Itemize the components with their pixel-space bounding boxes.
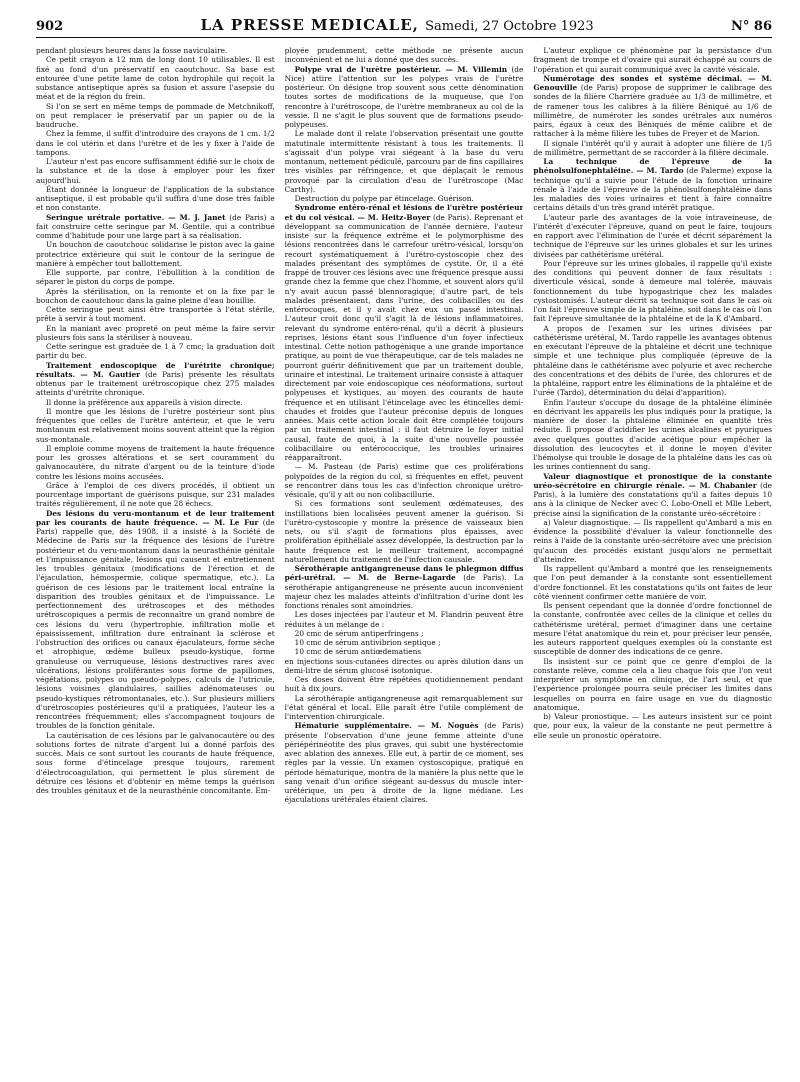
column-2 [285,46,524,1078]
paragraph: ployée prudemment, cette méthode ne présente aucun inconvénient et ne lui a donné que des succès. [284,46,524,65]
section-body: (de Palerme) expose la technique qu'il a suivie pour l'étude de la fonction urinaire rénale à l'aide de l'épreuve de la phénolsulfonephtaléine dans les maladies des voies urinaires et tient à faire connaître certains détails d'un très grand intérêt pratique. [533,166,773,213]
section-polype [285,65,524,130]
issue-date: Samedi, 27 Octobre 1923 [425,19,594,34]
paragraph: Destruction du polype par étincelage. Guérison. [294,194,474,203]
section-traitement-endoscopique [36,361,275,398]
section-title: Seringue urétrale portative. — M. J. Janet [46,212,226,222]
section-body: (de Paris). Reprenant et développant sa communication de l'année dernière, l'auteur insiste sur la fréquence extrême et le polymorphisme des lésions rencontrées dans le carrefour urétro-vésical, lorsqu'on recourt systématiquement à l'urétro-cystoscopie chez des malades présentant des symptômes de cystite. Or, il a été frappé de trouver ces lésions avec une fréquence presque aussi grande chez la femme que chez l'homme, et souvent alors qu'il n'y avait aucun passé blennoragique; d'autre part, de tels malades présentaient, dans l'urine, des colibacilles ou des entérocoques, et il y avait chez eux un passé intestinal. L'auteur croit donc qu'il s'agit là de lésions inflammatoires, relevant du syndrome entéro-rénal, qu'il a décrit à plusieurs reprises, lésions étant sous l'influence d'un foyer infectieux intestinal. Cette notion pathogénique a une grande importance pratique, au point de vue thérapeutique, car de tels malades ne pourront guérir définitivement que par un traitement double, urinaire et intestinal. Le traitement urinaire consiste à attaquer directement par voie endoscopique ces néoformations, surtout polypeuses et kystiques, au moyen des courants de haute fréquence et en utilisant l'étincelage avec les étincelles demi-chaudes et froides que l'auteur préconise depuis de longues années. Mais cette action locale doit être complétée toujours par un traitement intestinal : il faut détruire le foyer initial causal, faute de quoi, à la suite d'une nouvelle poussée colibacillaire ou entérococcique, les troubles urinaires réapparaîtront. [284,212,524,462]
section-numerotage-sondes [533,74,772,139]
list-item: 10 cmc de sérum antiœdematiens [294,647,422,657]
section-phenolsulfonephtaleine [533,157,772,213]
section-title: Polype vrai de l'urètre postérieur. — M. Villemin [294,64,508,74]
paragraph: Il donne la préférence aux appareils à vision directe. [46,397,243,407]
paragraph: Chez la femme, il suffit d'introduire des crayons de 1 cm. 1/2 dans le col utérin et dans l'urètre et de les y fixer à l'aide de tampons. [36,129,275,157]
column-1 [36,46,275,1078]
paragraph: La cautérisation de ces lésions par le galvanocautère ou des solutions fortes de nitrate d'argent lui a donné parfois des succès. Mais ce sont surtout les courants de haute fréquence, sous forme d'étincelage presque toujours, rarement d'électrocoagulation, qui permettent le plus sûrement de détruire ces lésions et d'obtenir en même temps la guérison des troubles génitaux et de la neurasthénie concomitante. Em- [36,730,275,795]
columns [36,46,772,1078]
paragraph: — M. Pasteau (de Paris) estime que ces proliférations polypoïdes de la région du col, si fréquentes en effet, peuvent se rencontrer dans tous les cas d'infection chronique urétro-vésicale, qu'il y ait ou non colibacillurie. [284,462,524,499]
paragraph: Ces doses doivent être répétées quotidiennement pendant huit à dix jours. [284,675,524,694]
list-item: 20 cmc de sérum antiperfringens ; [294,628,424,638]
paragraph: Pour l'épreuve sur les urines globales, il rappelle qu'il existe des conditions qui peuvent donner de faux résultats : diverticule vésical, sonde à demeure mal tolérée, mauvais fonctionnement du tube hypogastrique chez les malades cystostomisés. L'auteur décrit sa technique soit dans le cas où l'on fait l'épreuve simple de la phtaléine, soit dans le cas où l'on fait l'épreuve simultanée de la phtaléine et de la K d'Ambard. [533,258,773,324]
paragraph: Elle supporte, par contre, l'ébullition à la condition de séparer le piston du corps de pompe. [36,268,275,287]
paragraph: Grâce à l'emploi de ces divers procédés, il obtient un pourcentage important de guérisons puisque, sur 231 malades traités régulièrement, il ne note que 28 échecs. [36,480,275,509]
section-constante-ureo-secretoire [533,472,772,518]
section-body: (de Paris). La sérothérapie antigangreneuse ne présente aucun inconvénient majeur chez les malades atteints d'infiltration d'urine dont les fonctions rénales sont amoindries. [284,573,524,610]
page-number: 902 [36,19,64,34]
paragraph: Ils pensent cependant que la donnée d'ordre fonctionnel de la constante, confrontée avec celles de la clinique et celles du cathétérisme urétéral, permet d'imaginer dans une certaine mesure l'état anatomique du rein et, pour préciser leur pensée, les auteurs rapportent quelques exemples où la constante est susceptible de donner des indications de ce genre. [533,601,773,657]
paragraph: b) Valeur pronostique. — Les auteurs insistent sur ce point que, pour eux, la valeur de la constante ne peut permettre à elle seule un pronostic opératoire. [533,712,773,740]
section-body: (de Paris) a fait construire cette seringue par M. Gentile, qui a contribué comme d'habitude pour une large part à sa réalisation. [36,212,275,240]
section-title: Des lésions du veru-montanum et de leur traitement par les courants de haute fréquence. — M. Le Fur [36,508,275,527]
paragraph: Étant donnée la longueur de l'application de la substance antiseptique, il est probable qu'il suffira d'une dose très faible et non constante. [36,184,275,213]
page-header [36,16,772,38]
paragraph: Après la stérilisation, on la remonte et on la fixe par le bouchon de caoutchouc dans la gaine pleine d'eau bouillie. [36,286,275,305]
paragraph: Ils rappellent qu'Ambard a montré que les renseignements que l'on peut demander à la constante sont essentiellement d'ordre fonctionnel. Et les constatations qu'ils ont faites de leur côté viennent confirmer cette manière de voir. [533,564,773,601]
section-title: La technique de l'épreuve de la phénolsulfonephtaléine. — M. Tardo [533,157,773,176]
paragraph: Enfin l'auteur s'occupe du dosage de la phtaléine éliminée en décrivant les appareils les plus indiqués pour la pratique, la manière de doser la phtaléine éliminée en quantité très réduite. Il propose d'acidifier les urines alcalines et pyuriques avec quelques gouttes d'acide acétique pour empêcher la dissolution des leucocytes et il donne le moyen d'éviter l'hémolyse qui trouble le dosage de la phtaléine dans les cas où les urines contiennent du sang. [533,397,773,472]
paragraph: Si ces formations sont seulement œdémateuses, des instillations bien localisées peuvent amener la guérison. Si l'urétro-cystoscopie y montre la présence de vaisseaux bien nets, ou s'il s'agit de formations plus épaisses, avec prolifération épithéliale assez développée, la destruction par la haute fréquence est le meilleur traitement, accompagné naturellement du traitement de l'infection causale. [284,499,524,564]
paragraph: Il montre que les lésions de l'urètre postérieur sont plus fréquentes que celles de l'urètre antérieur, et que le veru montanum est relativement moins souvent atteint que la région sus-montanale. [36,406,275,444]
paragraph: Les doses injectées par l'auteur et M. Flandrin peuvent être réduites à un mélange de : [284,610,524,629]
paragraph: Si l'on se sert en même temps de pommade de Metchnikoff, on peut remplacer le préservatif par un papier ou de la baudruche. [36,101,275,129]
section-body: (de Paris) propose de supprimer le calibrage des sondes de la filière Charrière graduée au 1/3 de millimètre, et de ramener tous les calibres à la filière Béniqué au 1/6 de millimètre, de numéroter les sondes urétrales aux numéros pairs, égaux à ceux des Béniqués de même calibre et de rattacher à la même filière les tubes de Freyer et de Marion. [533,83,773,139]
paragraph: A propos de l'examen sur les urines divisées par cathétérisme urétéral, M. Tardo rappelle les avantages obtenus en exécutant l'épreuve de la phtaléine et décrit une technique simple et une technique plus compliquée (épreuve de la phtaléine dans le cathétérisme avec polyurie et avec recherche des concentrations et des débits de l'urée, des chlorures et de la phtaléine, rapport entre les éliminations de la phtaléine et de l'urée (Tardo), détermination du délai d'apparition). [533,323,773,398]
section-body: (de Paris) présente les résultats obtenus par le traitement urétroscopique chez 275 malades atteints d'urétrite chronique. [36,369,275,398]
paragraph: Ils insistent sur ce point que ce genre d'emploi de la constante relève, comme cela a lieu chaque fois que l'on veut interpréter un symptôme en clinique, de l'art seul, et que l'expérience prolongée pourra seule préciser les limites dans lesquelles on pourra en faire usage en vue du diagnostic anatomique. [533,656,773,712]
paragraph: En la maniant avec propreté on peut même la faire servir plusieurs fois sans la stériliser à nouveau. [36,323,275,342]
section-title: Syndrome entéro-rénal et lésions de l'urètre postérieur et du col vésical. — M. Heitz-Boyer [284,203,524,222]
section-body: (de Nice) attire l'attention sur les polypes vrais de l'urètre postérieur. On désigne trop souvent sous cette dénomination toutes sortes de modifications de la muqueuse, que l'on rencontre à l'urétroscope, de l'urètre membraneux au col de la vessie. Il ne s'agit le plus souvent que de formations pseudo-polypeuses. [284,64,524,129]
list-item: 10 cmc de sérum antivibrion septique ; [294,638,441,647]
journal-title [200,16,593,34]
paragraph: Il signale l'intérêt qu'il y aurait à adopter une filière de 1/5 de millimètre, permettant de se raccorder à la filière décimale. [533,138,773,157]
section-title: Numérotage des sondes et système décimal. — M. Genouville [533,73,773,92]
paragraph: pendant plusieurs heures dans la fosse naviculaire. [36,46,228,55]
journal-name: LA PRESSE MEDICALE, [200,16,419,34]
paragraph: a) Valeur diagnostique. — Ils rappellent qu'Ambard a mis en évidence la possibilité d'évaluer la valeur fonctionnelle des reins à l'aide de la constante uréo-sécrétoire avec une précision qu'aucun des procédés existant jusqu'alors ne permettait d'atteindre. [533,517,773,564]
paragraph: La sérothérapie antigangreneuse agit remarquablement sur l'état général et local. Elle paraît être l'utile complément de l'intervention chirurgicale. [284,693,524,721]
paragraph: Le malade dont il relate l'observation présentait une goutte matutinale intermittente résistant à tous les traitements. Il s'agissait d'un polype vrai siégeant à la base du veru montanum, nettement pédiculé, parcouru par de fins capillaires très visibles par réfringence, et que déplaçait le remous provoqué par la circulation d'eau de l'urétroscope (Mac Carthy). [284,129,524,194]
paragraph: en injections sous-cutanées directes ou après dilution dans un demi-litre de sérum glucosé isotonique. [284,656,524,675]
section-syndrome-entero-renal [285,203,524,462]
paragraph: L'auteur parle des avantages de la voie intraveineuse, de l'intérêt d'exécuter l'épreuve, quand on peut le faire, toujours en rapport avec l'élimination de l'urée et décrit séparément la technique de l'épreuve sur les urines globales et sur les urines divisées par cathétérisme urétéral. [533,212,773,259]
paragraph: Un bouchon de caoutchouc solidarise le piston avec la gaine protectrice extérieure qui suit le contour de la seringue de manière à empêcher tout ballottement. [36,240,275,268]
section-body: (de Paris), à la lumière des constatations qu'il a faites depuis 10 ans à la clinique de Necker avec C. Lobo-Onell et Mlle Lebert, précise ainsi la signification de la constante uréo-sécrétoire : [533,480,773,518]
section-hematurie [285,721,524,804]
section-title: Hématurie supplémentaire. — M. Noguès [294,721,479,731]
paragraph: Ce petit crayon a 12 mm de long dont 10 utilisables. Il est fixé au fond d'un préservatif en caoutchouc. Sa base est entourée d'une petite lame de coton hydrophile qui reçoit la substance antiseptique après sa fusion et assure l'asepsie du méat et de la région du frein. [36,55,275,102]
section-veru-montanum [36,509,275,731]
section-body: (de Paris) présente l'observation d'une jeune femme atteinte d'une périépérinéotite des plus graves, qui subit une hystérectomie avec ablation des annexes. Elle eut, à partir de ce moment, ses règles par la vessie. Un examen cystoscopique, pratiqué en période hématurique, montra de la manière la plus nette que le sang venait d'un orifice siégeant au-dessus du muscle inter-urétérique, un peu à droite de la ligne médiane. Les éjaculations urétérales étaient claires. [284,721,524,805]
section-title: Sérothérapie antigangreneuse dans le phlegmon diffus péri-urétral. — M. de Berne-Lagarde [284,564,524,583]
section-serotherapie [285,564,524,610]
paragraph: Cette seringue est graduée de 1 à 7 cmc; la graduation doit partir du bec. [36,342,275,361]
section-title: Valeur diagnostique et pronostique de la constante uréo-sécrétoire en chirurgie rénale. — M. Chabanier [533,471,773,490]
column-3 [533,46,772,1078]
section-body: (de Paris) rappelle que, dès 1908, il a insisté à la Société de Médecine de Paris sur la fréquence des lésions de l'urètre postérieur et du veru-montanum dans la neurasthénie génitale et l'impuissance génitale, lésions qui causent et entretiennent les troubles génitaux (modifications de l'érection et de l'éjaculation, hémospermie, colique spermatique, etc.). La guérison de ces lésions par le traitement local entraîne la disparition des troubles génitaux et de l'impuissance. Le perfectionnement des urétroscopes et des méthodes urétroscopiques a permis de reconnaître un grand nombre de ces lésions du veru (hypertrophie, infiltration molle et épaississement, infiltration dure entraînant la sclérose et l'obstruction des orifices ou canaux éjaculateurs, forme sèche et atrophique, œdème bulleux pseudo-kystique, forme granuleuse ou verruqueuse, lésions destructives rares avec ulcérations, lésions proliférantes sous forme de papillomes, végétations, polypes ou pseudo-polypes, calculs de l'utricule, lésions voisines glandulaires, saillies adénomateuses ou pseudo-kystiques rétromontanales, etc.). Sur plusieurs milliers d'urétroscopies postérieures qu'il a pratiquées, l'auteur les a rencontrées fréquemment; elles s'accompagnent toujours de troubles de la fonction génitale. [36,517,275,731]
paragraph: Cette seringue peut ainsi être transportée à l'état stérile, prête à servir à tout moment. [36,305,275,324]
paragraph: L'auteur explique ce phénomène par la persistance d'un fragment de trompe et d'ovaire qui aurait échappé au cours de l'opération et qui aurait communiqué avec la cavité vésicale. [533,46,773,74]
paragraph: Il emploie comme moyens de traitement la haute fréquence pour les grosses altérations et se sert couramment du galvanocautère, du nitrate d'argent ou de la teinture d'iode contre les lésions moins accusées. [36,443,275,481]
section-title: Traitement endoscopique de l'urétrite chronique; résultats. — M. Gautier [36,360,275,379]
issue-number: N° 86 [730,19,772,34]
section-seringue [36,213,275,241]
paragraph: L'auteur n'est pas encore suffisamment édifié sur le choix de la substance et de la dose à employer pour les fixer aujourd'hui. [36,157,275,185]
